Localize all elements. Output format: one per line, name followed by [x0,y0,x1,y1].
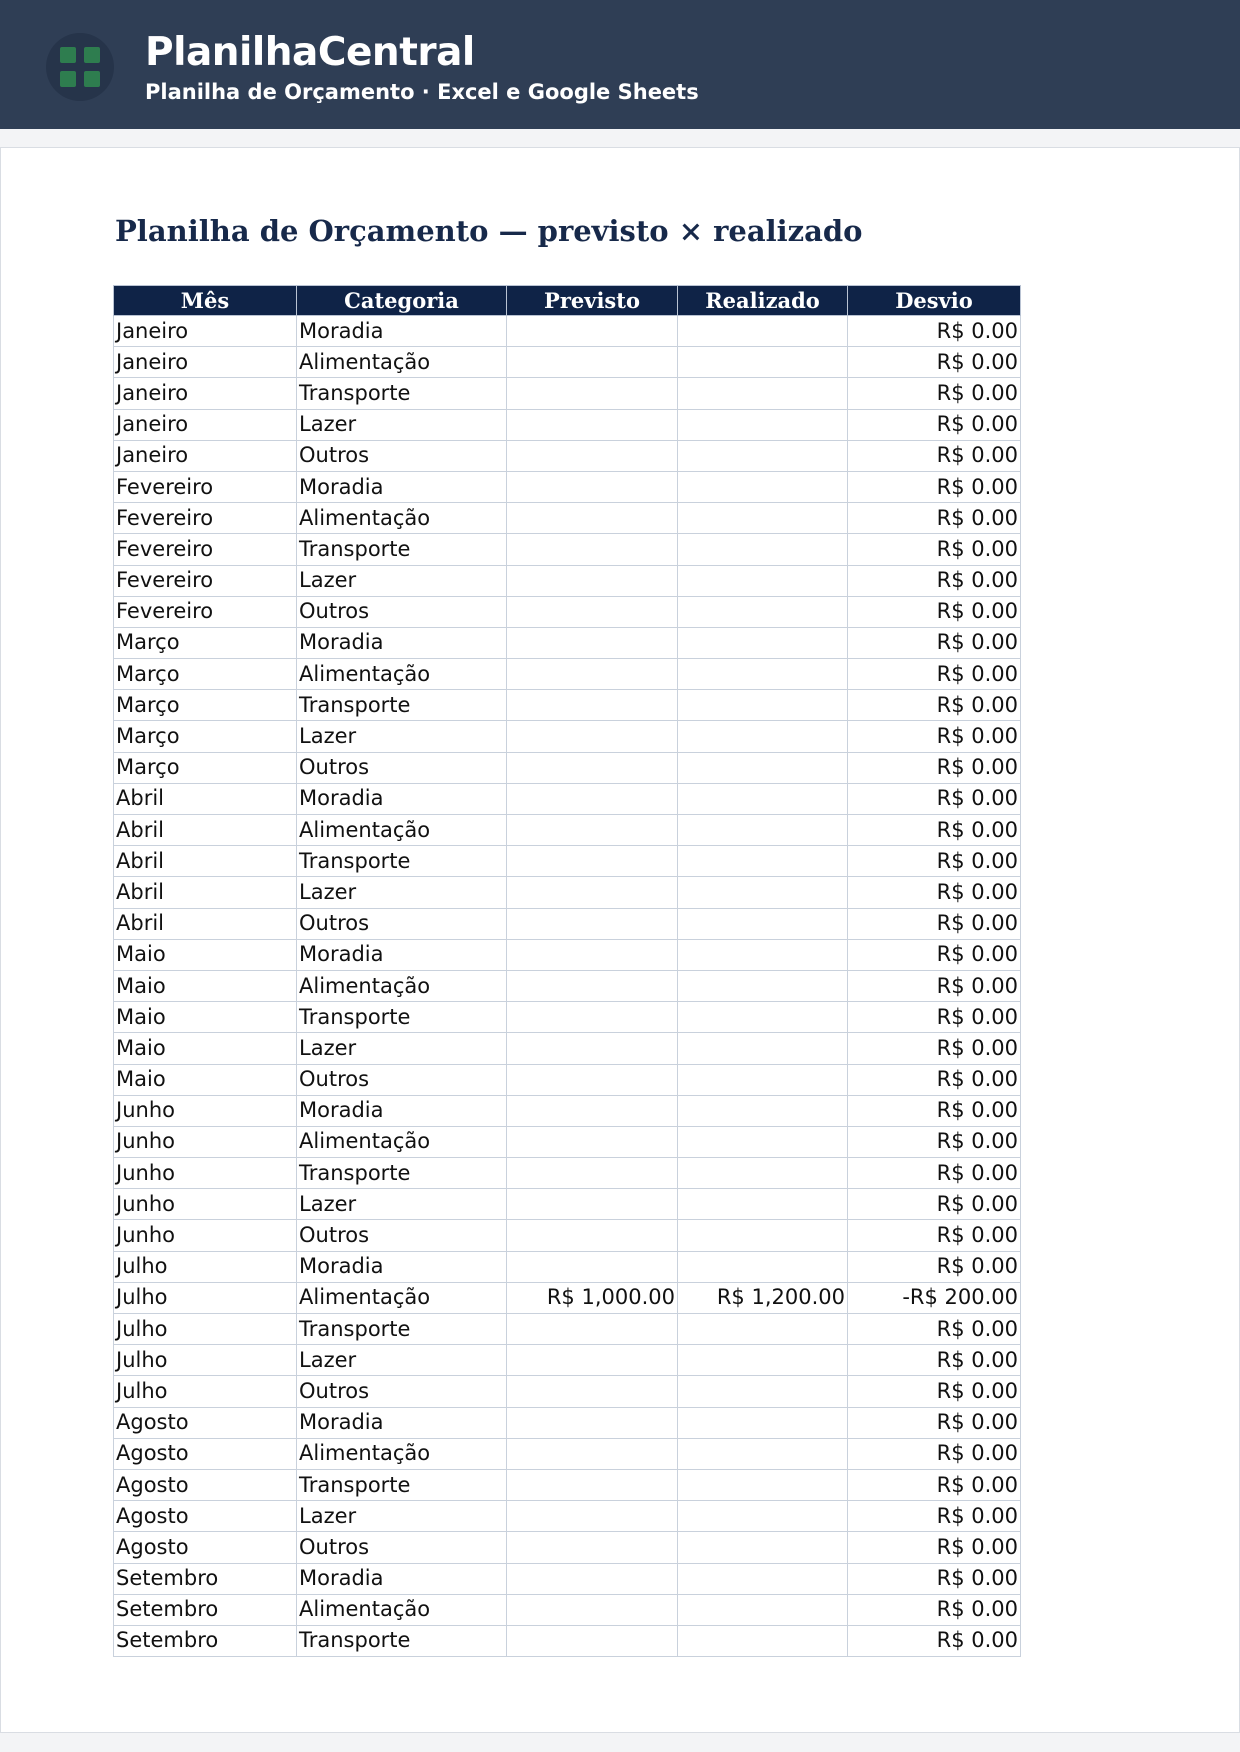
cell-category[interactable]: Alimentação [297,347,507,378]
table-row [114,690,1021,721]
cell-actual[interactable] [678,471,848,502]
cell-month[interactable]: Fevereiro [114,534,297,565]
cell-actual[interactable] [678,565,848,596]
table-body [114,316,1021,1657]
cell-planned[interactable] [507,1220,678,1251]
cell-month[interactable]: Maio [114,1064,297,1095]
cell-deviation[interactable]: R$ 0.00 [848,1501,1021,1532]
cell-planned[interactable] [507,815,678,846]
column-header-category: Categoria [297,286,507,316]
cell-planned[interactable] [507,596,678,627]
cell-planned[interactable] [507,565,678,596]
cell-month[interactable]: Agosto [114,1407,297,1438]
cell-planned[interactable] [507,1532,678,1563]
cell-month[interactable]: Março [114,690,297,721]
cell-month[interactable]: Maio [114,939,297,970]
cell-planned[interactable] [507,1251,678,1282]
cell-actual[interactable] [678,721,848,752]
cell-planned[interactable] [507,1407,678,1438]
cell-month[interactable]: Julho [114,1282,297,1313]
table-row [114,1282,1021,1313]
cell-planned[interactable] [507,1126,678,1157]
cell-month[interactable]: Julho [114,1251,297,1282]
cell-planned[interactable] [507,1033,678,1064]
table-row [114,1563,1021,1594]
cell-deviation[interactable]: R$ 0.00 [848,1469,1021,1500]
cell-actual[interactable] [678,534,848,565]
cell-planned[interactable] [507,690,678,721]
cell-deviation[interactable]: R$ 0.00 [848,1095,1021,1126]
cell-month[interactable]: Julho [114,1376,297,1407]
budget-table [113,285,1021,1657]
cell-actual[interactable] [678,815,848,846]
table-row [114,378,1021,409]
cell-month[interactable]: Janeiro [114,409,297,440]
table-row [114,1501,1021,1532]
table-row [114,1095,1021,1126]
cell-category[interactable]: Moradia [297,1095,507,1126]
cell-deviation[interactable]: R$ 0.00 [848,815,1021,846]
logo-square [60,47,76,63]
cell-month[interactable]: Setembro [114,1625,297,1656]
cell-month[interactable]: Março [114,721,297,752]
cell-month[interactable]: Março [114,659,297,690]
cell-planned[interactable] [507,1002,678,1033]
table-row [114,939,1021,970]
cell-deviation[interactable]: R$ 0.00 [848,1532,1021,1563]
cell-deviation[interactable]: R$ 0.00 [848,440,1021,471]
cell-category[interactable]: Lazer [297,1033,507,1064]
table-row [114,316,1021,347]
cell-planned[interactable]: R$ 1,000.00 [507,1282,678,1313]
cell-deviation[interactable]: R$ 0.00 [848,1251,1021,1282]
cell-planned[interactable] [507,659,678,690]
cell-category[interactable]: Transporte [297,1314,507,1345]
cell-category[interactable]: Lazer [297,1501,507,1532]
cell-category[interactable]: Lazer [297,1345,507,1376]
cell-deviation[interactable]: R$ 0.00 [848,1126,1021,1157]
cell-category[interactable]: Alimentação [297,1594,507,1625]
table-row [114,783,1021,814]
column-header-deviation: Desvio [848,286,1021,316]
cell-category[interactable]: Outros [297,1220,507,1251]
cell-month[interactable]: Fevereiro [114,471,297,502]
cell-actual[interactable] [678,1251,848,1282]
table-row [114,1532,1021,1563]
cell-deviation[interactable]: R$ 0.00 [848,534,1021,565]
cell-category[interactable]: Moradia [297,627,507,658]
cell-deviation[interactable]: R$ 0.00 [848,378,1021,409]
cell-deviation[interactable]: R$ 0.00 [848,1625,1021,1656]
cell-planned[interactable] [507,721,678,752]
cell-category[interactable]: Moradia [297,1251,507,1282]
cell-actual[interactable] [678,752,848,783]
cell-actual[interactable]: R$ 1,200.00 [678,1282,848,1313]
cell-actual[interactable] [678,690,848,721]
cell-category[interactable]: Lazer [297,409,507,440]
cell-planned[interactable] [507,1095,678,1126]
cell-month[interactable]: Julho [114,1314,297,1345]
table-row [114,596,1021,627]
cell-actual[interactable] [678,1033,848,1064]
cell-deviation[interactable]: R$ 0.00 [848,1376,1021,1407]
cell-category[interactable]: Outros [297,1376,507,1407]
cell-month[interactable]: Setembro [114,1563,297,1594]
column-header-planned: Previsto [507,286,678,316]
cell-deviation[interactable]: R$ 0.00 [848,908,1021,939]
table-row [114,1033,1021,1064]
cell-actual[interactable] [678,1625,848,1656]
cell-deviation[interactable]: R$ 0.00 [848,316,1021,347]
table-row [114,877,1021,908]
cell-actual[interactable] [678,1220,848,1251]
cell-month[interactable]: Janeiro [114,347,297,378]
cell-planned[interactable] [507,846,678,877]
cell-actual[interactable] [678,783,848,814]
cell-month[interactable]: Agosto [114,1532,297,1563]
table-row [114,970,1021,1001]
cell-category[interactable]: Outros [297,908,507,939]
cell-deviation[interactable]: R$ 0.00 [848,752,1021,783]
cell-actual[interactable] [678,1002,848,1033]
cell-deviation[interactable]: R$ 0.00 [848,1345,1021,1376]
cell-category[interactable]: Moradia [297,1407,507,1438]
table-row [114,534,1021,565]
logo-square [60,71,76,87]
cell-planned[interactable] [507,1064,678,1095]
cell-actual[interactable] [678,1532,848,1563]
table-header-row [114,286,1021,316]
table-row [114,440,1021,471]
cell-deviation[interactable]: R$ 0.00 [848,939,1021,970]
table-row [114,815,1021,846]
cell-actual[interactable] [678,659,848,690]
table-row [114,1002,1021,1033]
cell-planned[interactable] [507,1376,678,1407]
cell-deviation[interactable]: R$ 0.00 [848,1407,1021,1438]
table-row [114,1625,1021,1656]
cell-deviation[interactable]: R$ 0.00 [848,846,1021,877]
cell-month[interactable]: Junho [114,1189,297,1220]
cell-planned[interactable] [507,877,678,908]
cell-category[interactable]: Alimentação [297,1438,507,1469]
cell-category[interactable]: Transporte [297,378,507,409]
cell-category[interactable]: Moradia [297,471,507,502]
cell-actual[interactable] [678,1064,848,1095]
cell-actual[interactable] [678,908,848,939]
cell-deviation[interactable]: R$ 0.00 [848,1033,1021,1064]
cell-actual[interactable] [678,1407,848,1438]
cell-deviation[interactable]: -R$ 200.00 [848,1282,1021,1313]
column-header-actual: Realizado [678,286,848,316]
table-row [114,1594,1021,1625]
table-row [114,471,1021,502]
cell-month[interactable]: Abril [114,815,297,846]
cell-month[interactable]: Maio [114,1002,297,1033]
cell-planned[interactable] [507,503,678,534]
cell-category[interactable]: Transporte [297,690,507,721]
table-row [114,409,1021,440]
table-row [114,846,1021,877]
cell-planned[interactable] [507,939,678,970]
header-subtitle: Planilha de Orçamento · Excel e Google Sheets [145,80,699,104]
cell-planned[interactable] [507,378,678,409]
cell-month[interactable]: Fevereiro [114,503,297,534]
document-title: Planilha de Orçamento — previsto × realizado [115,214,863,248]
cell-planned[interactable] [507,627,678,658]
cell-month[interactable]: Agosto [114,1501,297,1532]
cell-actual[interactable] [678,347,848,378]
cell-planned[interactable] [507,1438,678,1469]
table-row [114,1376,1021,1407]
cell-planned[interactable] [507,1469,678,1500]
cell-actual[interactable] [678,1438,848,1469]
table-row [114,565,1021,596]
cell-actual[interactable] [678,409,848,440]
cell-month[interactable]: Junho [114,1158,297,1189]
table-row [114,1251,1021,1282]
document-page [0,147,1240,1733]
cell-deviation[interactable]: R$ 0.00 [848,1314,1021,1345]
spreadsheet-grid-icon[interactable] [46,33,114,101]
column-header-month: Mês [114,286,297,316]
cell-planned[interactable] [507,347,678,378]
table-row [114,1158,1021,1189]
cell-month[interactable]: Agosto [114,1438,297,1469]
brand-name[interactable]: PlanilhaCentral [145,30,475,75]
table-row [114,752,1021,783]
cell-category[interactable]: Moradia [297,316,507,347]
cell-month[interactable]: Abril [114,908,297,939]
table-row [114,1314,1021,1345]
cell-month[interactable]: Maio [114,1033,297,1064]
logo-square [84,47,100,63]
cell-actual[interactable] [678,1594,848,1625]
cell-month[interactable]: Maio [114,970,297,1001]
cell-deviation[interactable]: R$ 0.00 [848,970,1021,1001]
cell-planned[interactable] [507,471,678,502]
table-row [114,908,1021,939]
cell-month[interactable]: Fevereiro [114,565,297,596]
cell-deviation[interactable]: R$ 0.00 [848,471,1021,502]
cell-month[interactable]: Agosto [114,1469,297,1500]
cell-deviation[interactable]: R$ 0.00 [848,721,1021,752]
cell-actual[interactable] [678,440,848,471]
table-row [114,1469,1021,1500]
cell-category[interactable]: Lazer [297,1189,507,1220]
cell-planned[interactable] [507,1314,678,1345]
cell-actual[interactable] [678,970,848,1001]
cell-deviation[interactable]: R$ 0.00 [848,409,1021,440]
cell-month[interactable]: Março [114,627,297,658]
cell-actual[interactable] [678,316,848,347]
cell-deviation[interactable]: R$ 0.00 [848,1594,1021,1625]
cell-actual[interactable] [678,503,848,534]
cell-planned[interactable] [507,1625,678,1656]
table-row [114,1220,1021,1251]
cell-category[interactable]: Lazer [297,565,507,596]
cell-month[interactable]: Setembro [114,1594,297,1625]
cell-planned[interactable] [507,783,678,814]
cell-month[interactable]: Junho [114,1126,297,1157]
cell-month[interactable]: Junho [114,1220,297,1251]
cell-category[interactable]: Alimentação [297,503,507,534]
cell-planned[interactable] [507,970,678,1001]
site-header [0,0,1240,129]
logo-square [84,71,100,87]
cell-category[interactable]: Transporte [297,1625,507,1656]
cell-category[interactable]: Alimentação [297,1282,507,1313]
cell-category[interactable]: Moradia [297,783,507,814]
cell-month[interactable]: Abril [114,783,297,814]
cell-category[interactable]: Transporte [297,534,507,565]
cell-deviation[interactable]: R$ 0.00 [848,596,1021,627]
table-row [114,1189,1021,1220]
cell-actual[interactable] [678,1126,848,1157]
cell-deviation[interactable]: R$ 0.00 [848,565,1021,596]
cell-category[interactable]: Moradia [297,939,507,970]
cell-category[interactable]: Transporte [297,1002,507,1033]
cell-planned[interactable] [507,1345,678,1376]
cell-month[interactable]: Abril [114,846,297,877]
cell-month[interactable]: Janeiro [114,440,297,471]
cell-deviation[interactable]: R$ 0.00 [848,1158,1021,1189]
cell-deviation[interactable]: R$ 0.00 [848,627,1021,658]
cell-planned[interactable] [507,752,678,783]
cell-category[interactable]: Outros [297,1064,507,1095]
cell-deviation[interactable]: R$ 0.00 [848,690,1021,721]
cell-category[interactable]: Alimentação [297,659,507,690]
table-row [114,347,1021,378]
table-row [114,1345,1021,1376]
cell-actual[interactable] [678,1376,848,1407]
cell-deviation[interactable]: R$ 0.00 [848,1189,1021,1220]
cell-category[interactable]: Transporte [297,1158,507,1189]
cell-category[interactable]: Transporte [297,1469,507,1500]
cell-deviation[interactable]: R$ 0.00 [848,1002,1021,1033]
table-row [114,1407,1021,1438]
cell-planned[interactable] [507,316,678,347]
cell-actual[interactable] [678,877,848,908]
cell-category[interactable]: Outros [297,1532,507,1563]
table-row [114,627,1021,658]
cell-category[interactable]: Moradia [297,1563,507,1594]
cell-actual[interactable] [678,1189,848,1220]
table-row [114,1064,1021,1095]
cell-category[interactable]: Lazer [297,721,507,752]
cell-actual[interactable] [678,1563,848,1594]
table-row [114,659,1021,690]
cell-planned[interactable] [507,1594,678,1625]
table-row [114,1126,1021,1157]
cell-planned[interactable] [507,1158,678,1189]
cell-month[interactable]: Julho [114,1345,297,1376]
table-row [114,503,1021,534]
cell-category[interactable]: Transporte [297,846,507,877]
cell-planned[interactable] [507,908,678,939]
cell-planned[interactable] [507,1563,678,1594]
cell-month[interactable]: Junho [114,1095,297,1126]
cell-deviation[interactable]: R$ 0.00 [848,877,1021,908]
cell-category[interactable]: Lazer [297,877,507,908]
cell-actual[interactable] [678,378,848,409]
cell-actual[interactable] [678,627,848,658]
cell-category[interactable]: Alimentação [297,815,507,846]
cell-deviation[interactable]: R$ 0.00 [848,1563,1021,1594]
cell-category[interactable]: Outros [297,596,507,627]
cell-month[interactable]: Janeiro [114,378,297,409]
table-row [114,721,1021,752]
cell-deviation[interactable]: R$ 0.00 [848,659,1021,690]
cell-month[interactable]: Janeiro [114,316,297,347]
cell-actual[interactable] [678,596,848,627]
cell-actual[interactable] [678,1501,848,1532]
cell-actual[interactable] [678,1345,848,1376]
cell-category[interactable]: Outros [297,752,507,783]
cell-actual[interactable] [678,846,848,877]
cell-planned[interactable] [507,1189,678,1220]
cell-deviation[interactable]: R$ 0.00 [848,503,1021,534]
cell-category[interactable]: Alimentação [297,970,507,1001]
cell-planned[interactable] [507,440,678,471]
cell-month[interactable]: Fevereiro [114,596,297,627]
cell-actual[interactable] [678,1469,848,1500]
table-row [114,1438,1021,1469]
cell-deviation[interactable]: R$ 0.00 [848,1438,1021,1469]
cell-deviation[interactable]: R$ 0.00 [848,1220,1021,1251]
cell-category[interactable]: Alimentação [297,1126,507,1157]
cell-actual[interactable] [678,939,848,970]
cell-category[interactable]: Outros [297,440,507,471]
cell-actual[interactable] [678,1158,848,1189]
cell-month[interactable]: Abril [114,877,297,908]
cell-deviation[interactable]: R$ 0.00 [848,1064,1021,1095]
cell-planned[interactable] [507,409,678,440]
cell-planned[interactable] [507,1501,678,1532]
cell-deviation[interactable]: R$ 0.00 [848,347,1021,378]
cell-actual[interactable] [678,1095,848,1126]
cell-deviation[interactable]: R$ 0.00 [848,783,1021,814]
cell-actual[interactable] [678,1314,848,1345]
cell-planned[interactable] [507,534,678,565]
cell-month[interactable]: Março [114,752,297,783]
